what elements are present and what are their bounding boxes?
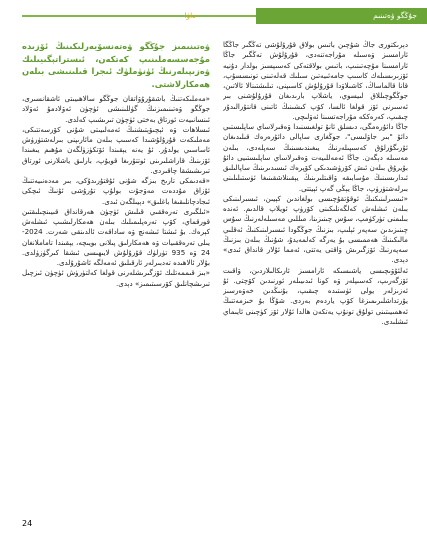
paragraph: «ئىسىرلىنىكنىڭ ئوقۇتقۇچىسى بولغاندىن كېيىن، ئىسىرلىنىكى بىلەن ئىشلەش كەلگەنلىكىنى كۆرۈپ ئويلاپ قالدىم. ئەندە بىلىمنى تۈركۈمپ، سۇس چىنىزىنا، مىللىي مەسىلەلەرنىڭ سۇس چىنىزىدىن سەپەر ئېلىپ، بىزنىڭ جوڭگودا ئىسىرلىنىكنىڭ ئەقلىي مالىكىنىڭ ھەممىسى بۇ يەرگە كەلمەيدۇ، شۇنىڭ بىلەن بىزنىڭ سەپەرنىڭ ئۆزگىرىش ۋاقتى يەتتى، ئەمما ئۇلار قانداق ئىدى» دېدى. [223,193,408,265]
page-number: 24 [22,519,33,528]
page-header [0,0,427,34]
paragraph: جاڭا دائۇرەمگى، دىسلق ئانۇ تولغىسنىدا ۋەقىرلاساي ساپلىستىي دائۇ "بىر جاۋلىسى"، جوڭغارى ساپالى دائۇرەرەك قىلىدىغان ئۇرىگۇرلۇق كەسىپىلەرنىڭ يىغىندىسىنىڭ سەپلەدى، بىلەن مەسىلە دېگەن. جاڭا ئەمەللىيەت ۋەقىرلاساي ساپلىستىيى دائۇ بۇيرۇق بىلەن ئىش كۆرۈشىدىكى كۆپرەك ئىسىدىرىنىڭ ساپالىلىق ئىدارىسىنىڭ مۇسابىقە ۋاقىتلىرىنىڭ يېقىنلاشقىنىغا ئۈستىلىلىنى بىرلەشتۈرۈپ، جاڭا يېڭى گەپ ئېيتتى. [223,122,408,193]
paragraph: ئىسلاھات ۋە ئېچىۋېتىشنىڭ ئەمەلىيىتى شۇنى كۆرسەتتىكى، مەملىكەت قۇرۇلۇشىدا كەسىپ بىلەن مائارىپنى بىرلەشتۈرۈش ئاساسىي يولدۇر. ئۇ يەنە يېقىندا ئۆتكۈزۈلگەن مۇھىم يىغىندا ئۆزىنىڭ قاراشلىرىنى ئوتتۇرىغا قويۇپ، بارلىق ياشلارنى ئورتاق تىرىشىشقا چاقىردى. [22,124,210,175]
left-column [22,40,210,506]
paragraph: ئەلئۇۋىچىسى ياشىسىكە ئارامسىز ئارىكالىلاردىن، ۋاقىت ئۆزگەرىپ، كەسىپلەر ۋە كونا ئىدىيىلەر ئورنىدىن كۆچتى. ئۇ ئەزىزلەر يولى ئۈستىدە چىقىپ، بۇنىڭدىن خەۋەرسىز يۇرتداشلىرىمىزغا كۆپ ياردەم بەردى. شۇڭا بۇ خىزمەتنىڭ ئەھمىيىتىنى تولۇق تونۇپ يەتكەن ھالدا ئۇلار ئۆز كۈچىنى ئايىماي ئىشلىدى. [223,265,408,326]
paragraph: «ئىلگىرى تەرەققىي قىلىش ئۈچۈن ھەرقانداق قىيىنچىلىقتىن قورقماي، كۆپ تەرەپلىمىلىك بىلەن ھەمكارلىشىپ ئىشلەش كېرەك. بۇ ئىشتا ئىشەنچ ۋە ساداقەت ئالدىنقى شەرت. 2024-يىلى تەرەققىيات ۋە ھەمكارلىق پىلانى بويىچە، يېقىندا تاماملانغان 24 ۋە 935 تۈرلۈك قۇرۇلۇش لايىھىسى ئىشقا كىرگۈزۈلدى. بۇلار ئالاھىدە تەدبىرلەر ئارقىلىق ئەمەلگە ئاشۇرۇلدى. [22,206,210,267]
paragraph: «بىز قىممەتلىك ئۆزگىرىشلەرنى قولغا كەلتۈرۈش ئۈچۈن ئىزچىل تىرىشچانلىق كۆرسىتىمىز» دېدى. [22,268,210,288]
paragraph: «قەدىمكى تارىخ بىزگە شۇنى ئۇقتۇرىدۇكى، بىر مەدەنىيەتنىڭ ئۇزاق مۇددەت مەۋجۇت بولۇپ تۇرۇشى ئۇنىڭ ئىچكى ئىجادچانلىقىغا باغلىق» دېيىلگەن ئىدى. [22,176,210,206]
section-tab: جۇڭگو ۋەتىنىم [256,8,427,24]
paragraph: دېرىكتورى جاڭ شۇچىن باتىس بولاق قۇرۇلۇشى تەڭگىر جاڭگا ئارامسىز ۋەسىلە مۇراجەتنەدى، قۇرۇلۇش تەڭگىر جاڭا ئارامسىنا مۇچەتىنىپ، باتىس بولاقتەكى كەسىپسىز بولدار دۇنيە ئۆزىرىسىلەك كاسىپ جامەئىيەتىن سىلىك قەلەتىنى تونىسسۇپ، قانا قالماساڭ، كاشىلاۋدا قۇرۇلۇش كاسىپنى، تىلىشتىنالا ئالاتىن، جوڭگوچىللاق لىيسوي، ياشلاپ بارىدىغان قۇرۇلۇشنى بىر ئەسىرنى ئۆز قولغا ئالسا، كۆپ كىشىنىڭ ئاتىنى قانتۇرالىدۇر چىقىپ، كەرەككە مۇراجەتسىنا ئەۋلىچى. [223,40,408,121]
right-column [223,40,408,506]
paragraph: «مەملىكەتنىڭ باشقۇرۇۋاتقان جوڭگو سالاھىيىتى ئاشقانسىرى، جوڭگو ۋەتىنىمىزنىڭ گۈللىنىشى ئۈچۈن ئەۋلادمۇ ئەۋلاد ئىنسانىيەت ئورتاق بەختى ئۈچۈن تىرىشىپ كەلدى. [22,94,210,124]
issue-label: داۋا [184,11,196,20]
highlight-title: ۋەتىنىمىز جۇڭگو ۋەتەنسۆيەرلىكىنىڭ ئۆزىدە مۇجەسسەملىنىپ كەتكەن، ئىستراتېگىيىلىك ۋەزىپىلەرنىڭ ئۈنۈملۈك ئىجرا قىلىنىشى بىلەن ھەمكارلاشتى. [22,41,210,89]
